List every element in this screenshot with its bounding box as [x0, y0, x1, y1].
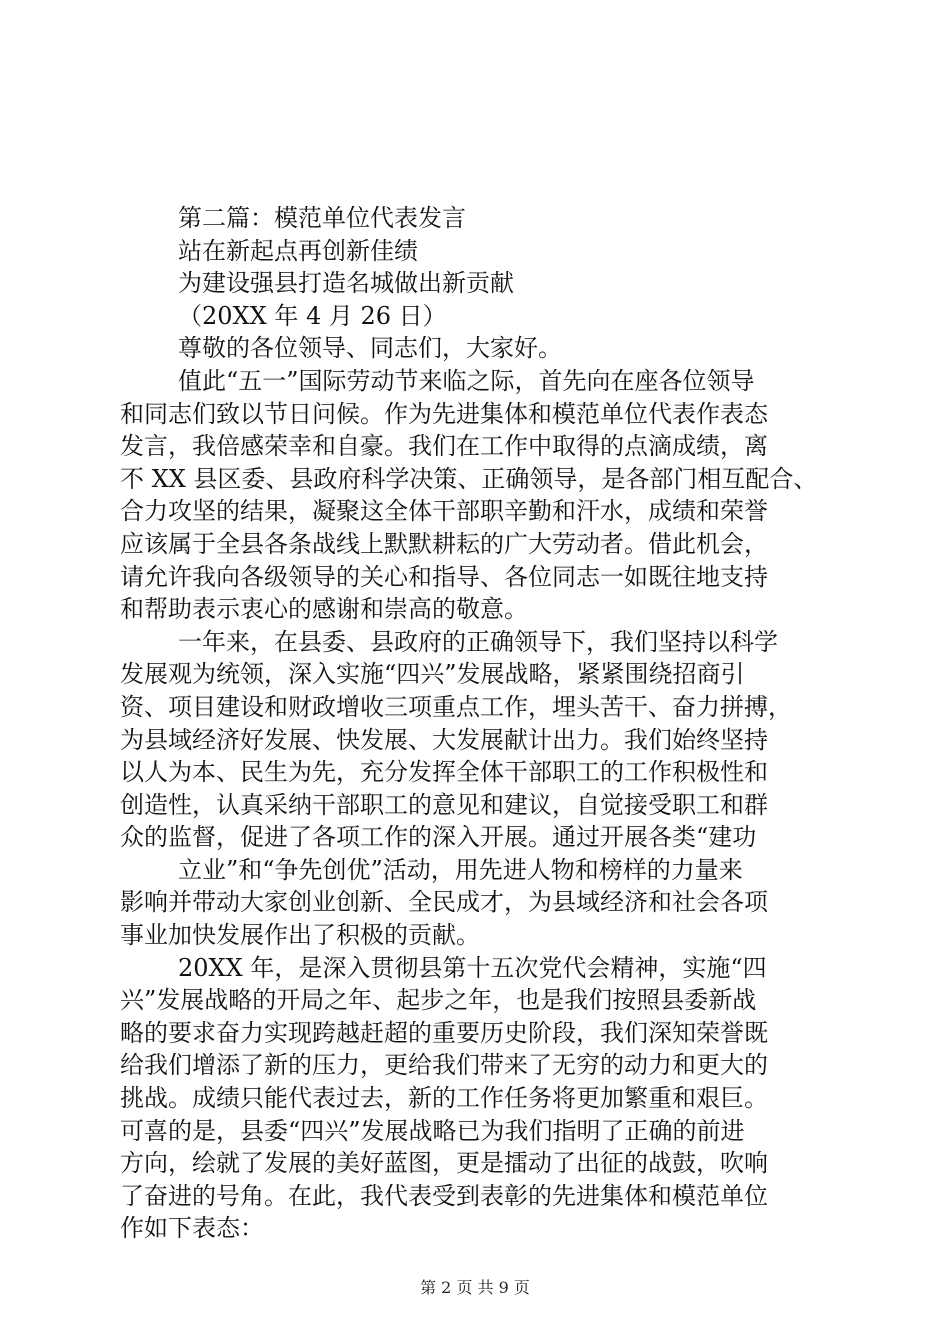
text-line: 挑战。成绩只能代表过去，新的工作任务将更加繁重和艰巨。 — [120, 1084, 768, 1113]
text-line: 众的监督，促进了各项工作的深入开展。通过开展各类“建功 — [120, 823, 757, 852]
text-line: 影响并带动大家创业创新、全民成才，为县域经济和社会各项 — [120, 888, 768, 917]
text-line: 第二篇：模范单位代表发言 — [178, 204, 466, 232]
text-line: 和同志们致以节日问候。作为先进集体和模范单位代表作表态 — [120, 399, 768, 428]
text-line: 一年来，在县委、县政府的正确领导下，我们坚持以科学 — [178, 627, 778, 656]
text-line: 为建设强县打造名城做出新贡献 — [178, 269, 514, 298]
text-line: 给我们增添了新的压力，更给我们带来了无穷的动力和更大的 — [120, 1051, 768, 1080]
text-line: 20XX 年，是深入贯彻县第十五次党代会精神，实施“四 — [178, 953, 767, 982]
text-line: 不 XX 县区委、县政府科学决策、正确领导，是各部门相互配合、 — [120, 464, 818, 493]
text-line: （20XX 年 4 月 26 日） — [178, 301, 447, 330]
text-line: 以人为本、民生为先，充分发挥全体干部职工的工作积极性和 — [120, 758, 768, 787]
text-line: 作如下表态： — [120, 1214, 264, 1243]
text-line: 发展观为统领，深入实施“四兴”发展战略，紧紧围绕招商引 — [120, 660, 745, 689]
text-line: 合力攻坚的结果，凝聚这全体干部职辛勤和汗水，成绩和荣誉 — [120, 497, 768, 526]
text-line: 请允许我向各级领导的关心和指导、各位同志一如既往地支持 — [120, 562, 768, 591]
text-line: 应该属于全县各条战线上默默耕耘的广大劳动者。借此机会， — [120, 529, 768, 558]
text-line: 发言，我倍感荣幸和自豪。我们在工作中取得的点滴成绩，离 — [120, 432, 768, 461]
text-line: 兴”发展战略的开局之年、起步之年，也是我们按照县委新战 — [120, 986, 757, 1015]
page-footer: 第 2 页 共 9 页 — [420, 1278, 530, 1297]
text-line: 和帮助表示衷心的感谢和崇高的敬意。 — [120, 595, 528, 624]
text-line: 站在新起点再创新佳绩 — [178, 236, 418, 265]
text-line: 可喜的是，县委“四兴”发展战略已为我们指明了正确的前进 — [120, 1116, 745, 1145]
text-line: 立业”和“争先创优”活动，用先进人物和榜样的力量来 — [178, 855, 743, 884]
text-line: 了奋进的号角。在此，我代表受到表彰的先进集体和模范单位 — [120, 1181, 768, 1210]
text-line: 尊敬的各位领导、同志们，大家好。 — [178, 334, 562, 363]
document-body — [120, 202, 832, 1245]
text-line: 值此“五一”国际劳动节来临之际，首先向在座各位领导 — [178, 366, 755, 395]
text-line: 为县域经济好发展、快发展、大发展献计出力。我们始终坚持 — [120, 725, 768, 754]
text-line: 事业加快发展作出了积极的贡献。 — [120, 921, 480, 950]
text-line: 方向，绘就了发展的美好蓝图，更是擂动了出征的战鼓，吹响 — [120, 1149, 768, 1178]
text-line: 略的要求奋力实现跨越赶超的重要历史阶段，我们深知荣誉既 — [120, 1018, 768, 1047]
text-line: 资、项目建设和财政增收三项重点工作，埋头苦干、奋力拼搏， — [120, 692, 792, 721]
text-line: 创造性，认真采纳干部职工的意见和建议，自觉接受职工和群 — [120, 790, 768, 819]
